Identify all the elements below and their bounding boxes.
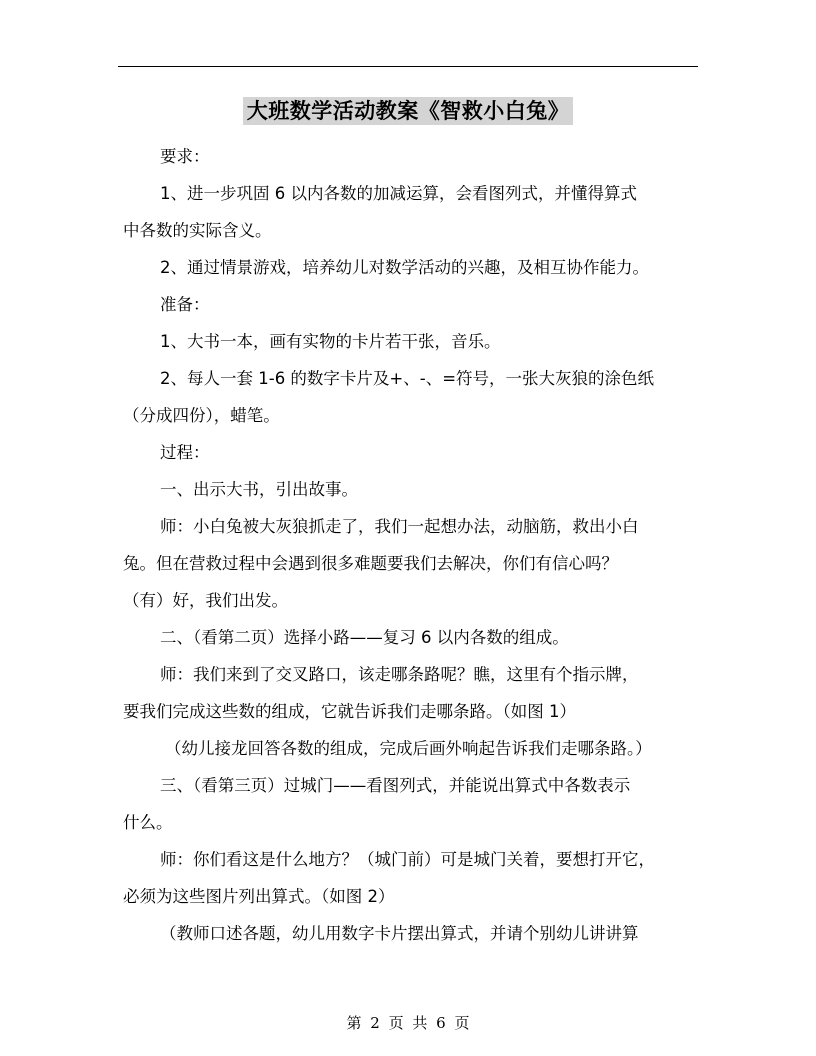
text-line: （幼儿接龙回答各数的组成，完成后画外响起告诉我们走哪条路。） xyxy=(165,739,652,758)
text-line: 二、（看第二页）选择小路——复习 6 以内各数的组成。 xyxy=(160,628,569,647)
text-line: 师：你们看这是什么地方？（城门前）可是城门关着，要想打开它， xyxy=(160,850,655,869)
document-title: 大班数学活动教案《智救小白兔》 xyxy=(243,97,574,125)
text-line: 一、出示大书，引出故事。 xyxy=(160,480,358,499)
text-line: （教师口述各题，幼儿用数字卡片摆出算式，并请个别幼儿讲讲算 xyxy=(160,924,639,943)
text-line: 什么。 xyxy=(123,813,173,832)
header-rule xyxy=(118,66,698,67)
text-line: 三、（看第三页）过城门——看图列式，并能说出算式中各数表示 xyxy=(160,776,631,795)
text-line: 要求： xyxy=(160,147,210,166)
text-line: （分成四份），蜡笔。 xyxy=(123,406,280,425)
text-line: 师：小白兔被大灰狼抓走了，我们一起想办法，动脑筋，救出小白 xyxy=(160,517,639,536)
page-footer: 第 2 页 共 6 页 xyxy=(346,1014,470,1032)
text-line: 准备： xyxy=(160,295,210,314)
text-line: 中各数的实际含义。 xyxy=(123,221,272,240)
text-line: 必须为这些图片列出算式。（如图 2） xyxy=(123,887,395,906)
text-line: 兔。但在营救过程中会遇到很多难题要我们去解决，你们有信心吗？ xyxy=(123,554,618,573)
text-line: 2、通过情景游戏，培养幼儿对数学活动的兴趣，及相互协作能力。 xyxy=(160,258,649,277)
text-line: 过程： xyxy=(160,443,210,462)
text-line: 1、进一步巩固 6 以内各数的加减运算，会看图列式，并懂得算式 xyxy=(160,184,637,203)
text-line: 1、大书一本，画有实物的卡片若干张，音乐。 xyxy=(160,332,501,351)
text-line: 师：我们来到了交叉路口，该走哪条路呢？瞧，这里有个指示牌， xyxy=(160,665,639,684)
title-container xyxy=(0,97,816,125)
text-line: 2、每人一套 1-6 的数字卡片及+、-、=符号，一张大灰狼的涂色纸 xyxy=(160,369,655,388)
document-body xyxy=(123,138,698,952)
text-line: 要我们完成这些数的组成，它就告诉我们走哪条路。（如图 1） xyxy=(123,702,576,721)
text-line: （有）好，我们出发。 xyxy=(123,591,288,610)
